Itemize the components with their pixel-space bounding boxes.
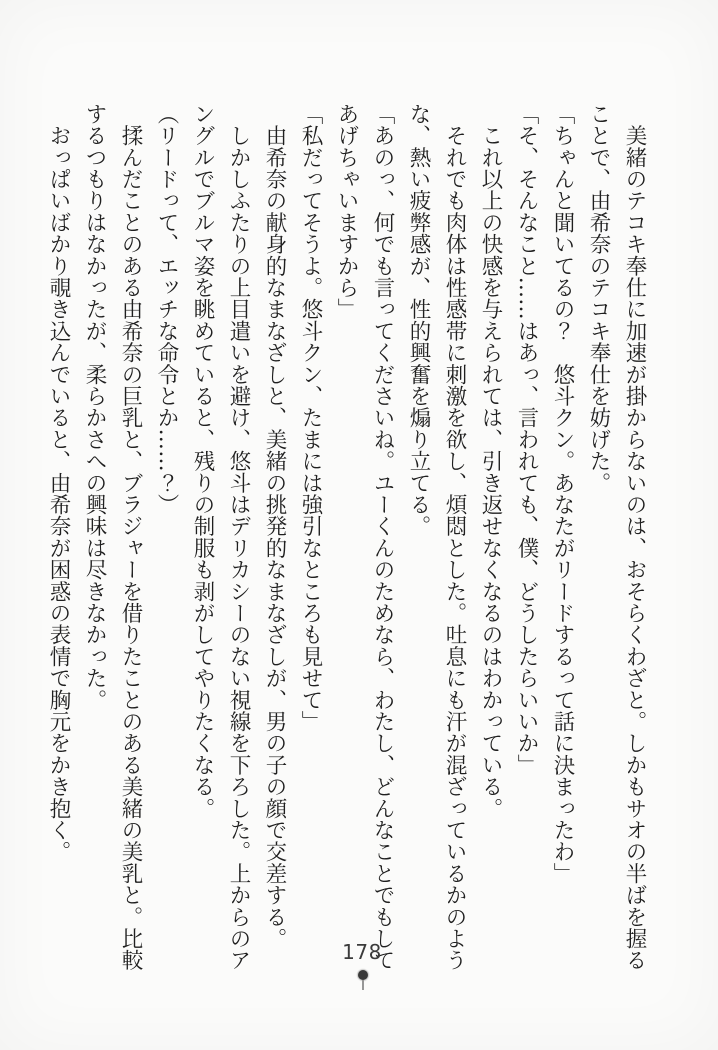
text-line: それでも肉体は性感帯に刺激を欲し、煩悶とした。吐息にも汗が混ざっているかのよう: [442, 103, 467, 971]
text-line: 「あのっ、何でも言ってくださいね。ユーくんのためなら、わたし、どんなことでもして: [370, 103, 395, 971]
text-line: あげちゃいますから」: [334, 103, 359, 320]
text-line: 「そ、そんなこと……はあっ、言われても、僕、どうしたらいいか」: [514, 103, 539, 776]
page-footer: [0, 940, 718, 1050]
text-line: これ以上の快感を与えられては、引き返せなくなるのはわかっている。: [478, 103, 503, 820]
footer-tail-line: [362, 980, 364, 990]
text-line: ことで、由希奈のテコキ奉仕を妨げた。: [586, 103, 611, 494]
text-columns: [40, 103, 652, 983]
text-line: しかしふたりの上目遣いを避け、悠斗はデリカシーのない視線を下ろした。上からのア: [226, 103, 251, 971]
page-number: 178: [342, 940, 382, 964]
text-line: 由希奈の献身的なまなざしと、美緒の挑発的なまなざしが、男の子の顔で交差する。: [262, 103, 287, 950]
dot-marker-icon: [358, 970, 368, 980]
text-line: 美緒のテコキ奉仕に加速が掛からないのは、おそらくわざと。しかもサオの半ばを握る: [622, 103, 647, 971]
text-line: （リードって、エッチな命令とか……？）: [154, 103, 179, 516]
text-line: 「ちゃんと聞いてるの？ 悠斗クン。あなたがリードするって話に決まったわ」: [550, 103, 575, 885]
text-line: おっぱいばかり覗き込んでいると、由希奈が困惑の表情で胸元をかき抱く。: [46, 103, 71, 863]
text-line: 揉んだことのある由希奈の巨乳と、ブラジャーを借りたことのある美緒の美乳と。比較: [118, 103, 143, 971]
text-line: するつもりはなかったが、柔らかさへの興味は尽きなかった。: [82, 103, 107, 711]
text-line: な、熱い疲弊感が、性的興奮を煽り立てる。: [406, 103, 431, 537]
text-line: 「私だってそうよ。悠斗クン、たまには強引なところも見せて」: [298, 103, 323, 733]
text-line: ングルでブルマ姿を眺めていると、残りの制服も剥がしてやりたくなる。: [190, 103, 215, 820]
